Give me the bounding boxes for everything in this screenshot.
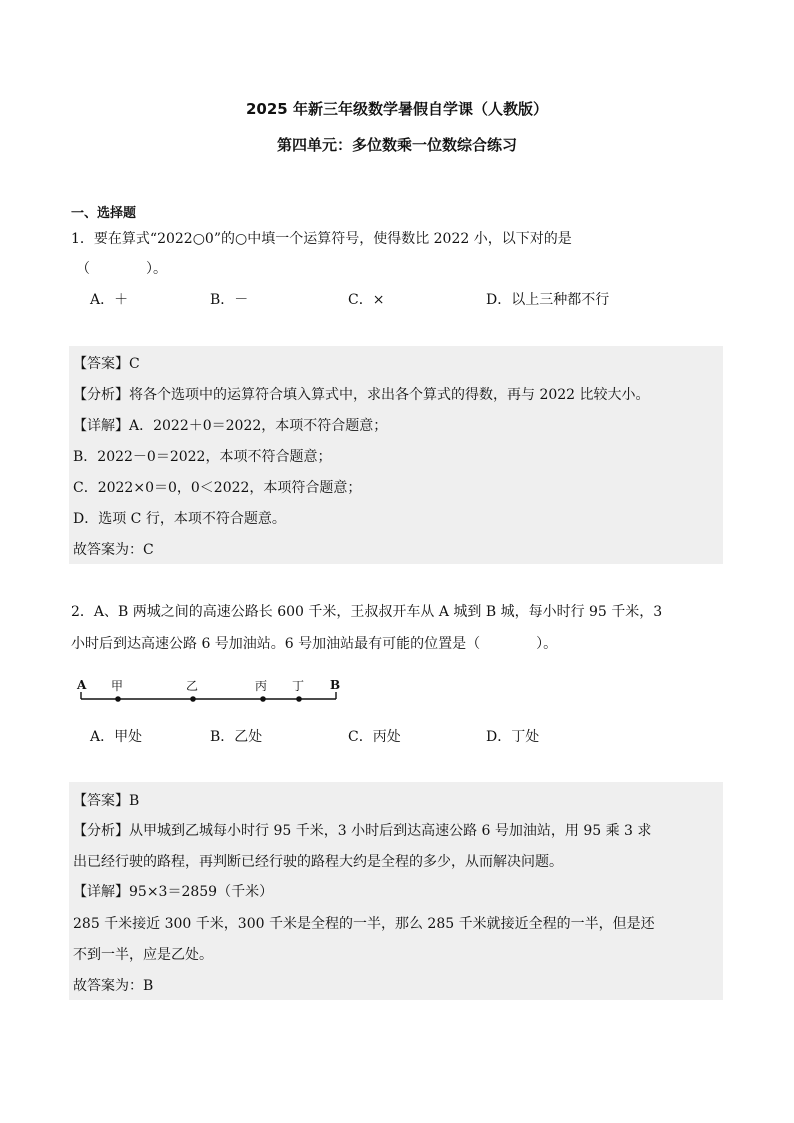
q1-option-d: D．以上三种都不行 [486, 292, 610, 308]
q1-option-a: A．＋ [90, 292, 129, 308]
q2-stem-line1: 2．A、B 两城之间的高速公路长 600 千米，王叔叔开车从 A 城到 B 城，每小时行 95 千米，3 [71, 604, 663, 620]
point-jia-dot [115, 696, 121, 702]
q2-detail-3: 不到一半，应是乙处。 [73, 947, 213, 963]
q1-answer-box [69, 346, 723, 564]
point-jia-label: 甲 [111, 679, 124, 693]
route-start-label: A [77, 678, 87, 692]
q1-detail-1: 【详解】A．2022＋0＝2022，本项不符合题意； [73, 418, 388, 434]
point-bing-label: 丙 [255, 679, 268, 693]
q2-analysis-1: 【分析】从甲城到乙城每小时行 95 千米，3 小时后到达高速公路 6 号加油站，用 95 乘 3 求 [73, 823, 652, 839]
q1-analysis: 【分析】将各个选项中的运算符合填入算式中，求出各个算式的得数，再与 2022 比较大小。 [73, 387, 650, 403]
q2-answer: 【答案】B [73, 793, 140, 809]
q2-analysis-2: 出已经行驶的路程，再判断已经行驶的路程大约是全程的多少，从而解决问题。 [73, 854, 563, 870]
q1-detail-4: D．选项 C 行，本项不符合题意。 [73, 511, 286, 527]
q2-stem-line2: 小时后到达高速公路 6 号加油站。6 号加油站最有可能的位置是（ ）。 [71, 636, 558, 652]
q1-detail-2: B．2022－0＝2022，本项不符合题意； [73, 449, 332, 465]
q2-answer-box [69, 782, 723, 1000]
q2-option-b: B．乙处 [210, 729, 263, 745]
route-end-label: B [330, 678, 341, 692]
q1-answer: 【答案】C [73, 356, 140, 372]
point-bing-dot [260, 696, 266, 702]
q2-detail-1: 【详解】95×3＝2859（千米） [73, 884, 274, 900]
q2-option-c: C．丙处 [348, 729, 401, 745]
point-yi-dot [190, 696, 196, 702]
q1-option-c: C．× [348, 292, 385, 308]
point-yi-label: 乙 [186, 679, 199, 693]
document-subtitle: 第四单元：多位数乘一位数综合练习 [276, 136, 517, 154]
q1-detail-3: C．2022×0＝0，0＜2022，本项符合题意； [73, 480, 362, 496]
q2-option-d: D．丁处 [486, 729, 540, 745]
q1-stem-line1: 1．要在算式“2022○0”的○中填一个运算符号，使得数比 2022 小，以下对的是 [71, 231, 572, 247]
document-title: 2025 年新三年级数学暑假自学课（人教版） [246, 100, 548, 118]
q1-conclusion: 故答案为：C [73, 542, 154, 558]
q1-option-b: B．－ [210, 292, 249, 308]
point-ding-dot [296, 696, 302, 702]
q2-option-a: A．甲处 [90, 729, 143, 745]
section-heading: 一、选择题 [71, 206, 137, 221]
q2-detail-2: 285 千米接近 300 千米，300 千米是全程的一半，那么 285 千米就接近全程的一半，但是还 [73, 916, 655, 932]
point-ding-label: 丁 [292, 679, 305, 693]
q2-conclusion: 故答案为：B [73, 978, 154, 994]
q1-stem-line2: （ ）。 [76, 261, 167, 277]
